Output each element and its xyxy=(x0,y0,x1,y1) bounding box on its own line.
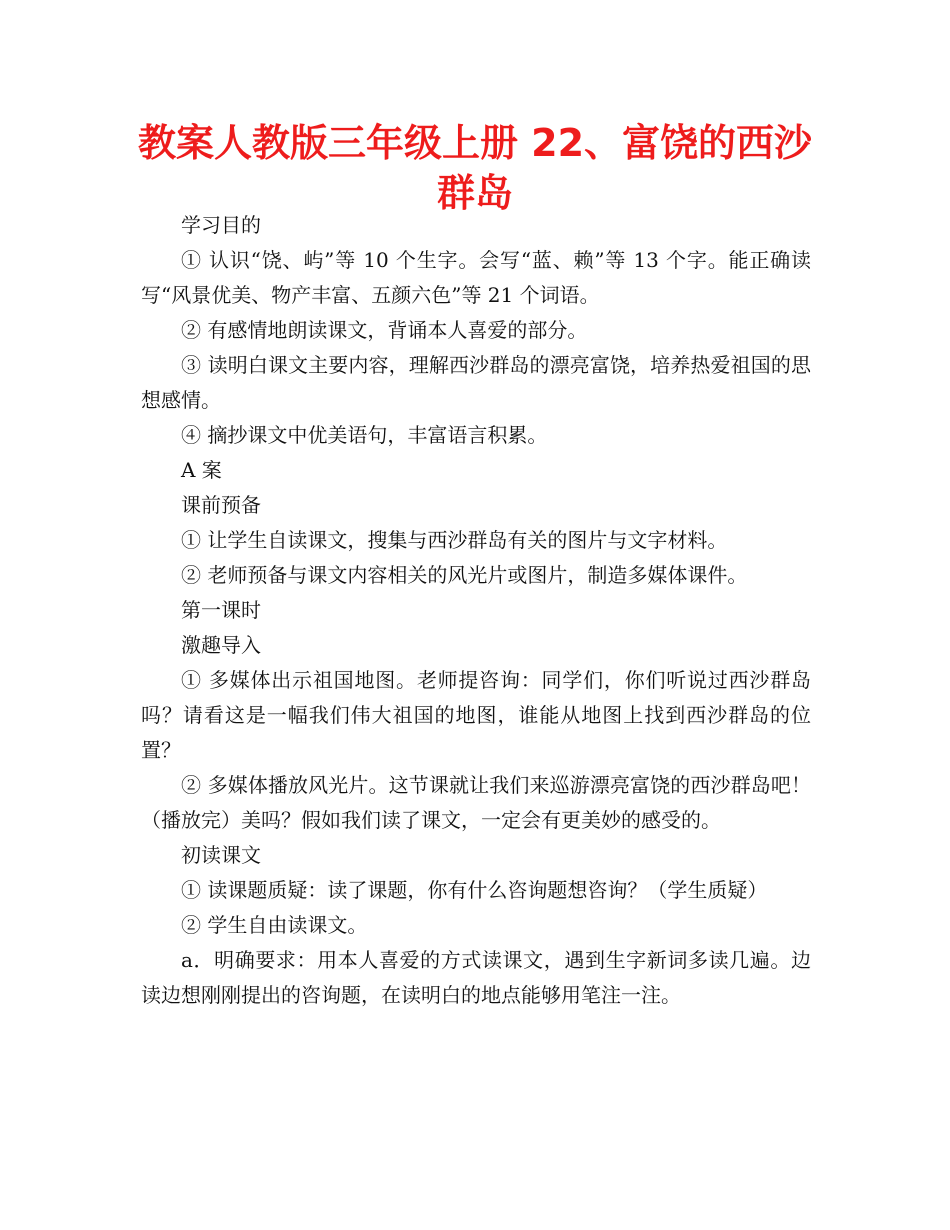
heading-plan-a: A 案 xyxy=(181,458,222,482)
goal-1: ① 认识“饶、屿”等 10 个生字。会写“蓝、赖”等 13 个字。能正确读写“风景优美、物产丰富、五颜六色”等 21 个词语。 xyxy=(141,248,811,307)
first-reading-2: ② 学生自由读课文。 xyxy=(181,913,368,937)
first-reading-1: ① 读课题质疑：读了课题，你有什么咨询题想咨询？（学生质疑） xyxy=(181,878,768,902)
heading-first-lesson: 第一课时 xyxy=(181,598,261,622)
goal-3: ③ 读明白课文主要内容，理解西沙群岛的漂亮富饶，培养热爱祖国的思想感情。 xyxy=(141,353,811,412)
document-title: 教案人教版三年级上册 22、富饶的西沙群岛 xyxy=(137,121,813,215)
preparation-1: ① 让学生自读课文，搜集与西沙群岛有关的图片与文字材料。 xyxy=(181,528,728,552)
heading-learning-goals: 学习目的 xyxy=(181,213,261,237)
document-body xyxy=(141,208,811,1013)
introduction-1: ① 多媒体出示祖国地图。老师提咨询：同学们，你们听说过西沙群岛吗？请看这是一幅我们伟大祖国的地图，谁能从地图上找到西沙群岛的位置？ xyxy=(141,668,811,762)
heading-introduction: 激趣导入 xyxy=(181,633,261,657)
introduction-2: ② 多媒体播放风光片。这节课就让我们来巡游漂亮富饶的西沙群岛吧！（播放完）美吗？假如我们读了课文，一定会有更美妙的感受的。 xyxy=(141,773,811,832)
preparation-2: ② 老师预备与课文内容相关的风光片或图片，制造多媒体课件。 xyxy=(181,563,748,587)
first-reading-2a: a．明确要求：用本人喜爱的方式读课文，遇到生字新词多读几遍。边读边想刚刚提出的咨询题，在读明白的地点能够用笔注一注。 xyxy=(141,948,811,1007)
heading-first-reading: 初读课文 xyxy=(181,843,261,867)
goal-2: ② 有感情地朗读课文，背诵本人喜爱的部分。 xyxy=(181,318,588,342)
goal-4: ④ 摘抄课文中优美语句，丰富语言积累。 xyxy=(181,423,548,447)
heading-preparation: 课前预备 xyxy=(181,493,261,517)
